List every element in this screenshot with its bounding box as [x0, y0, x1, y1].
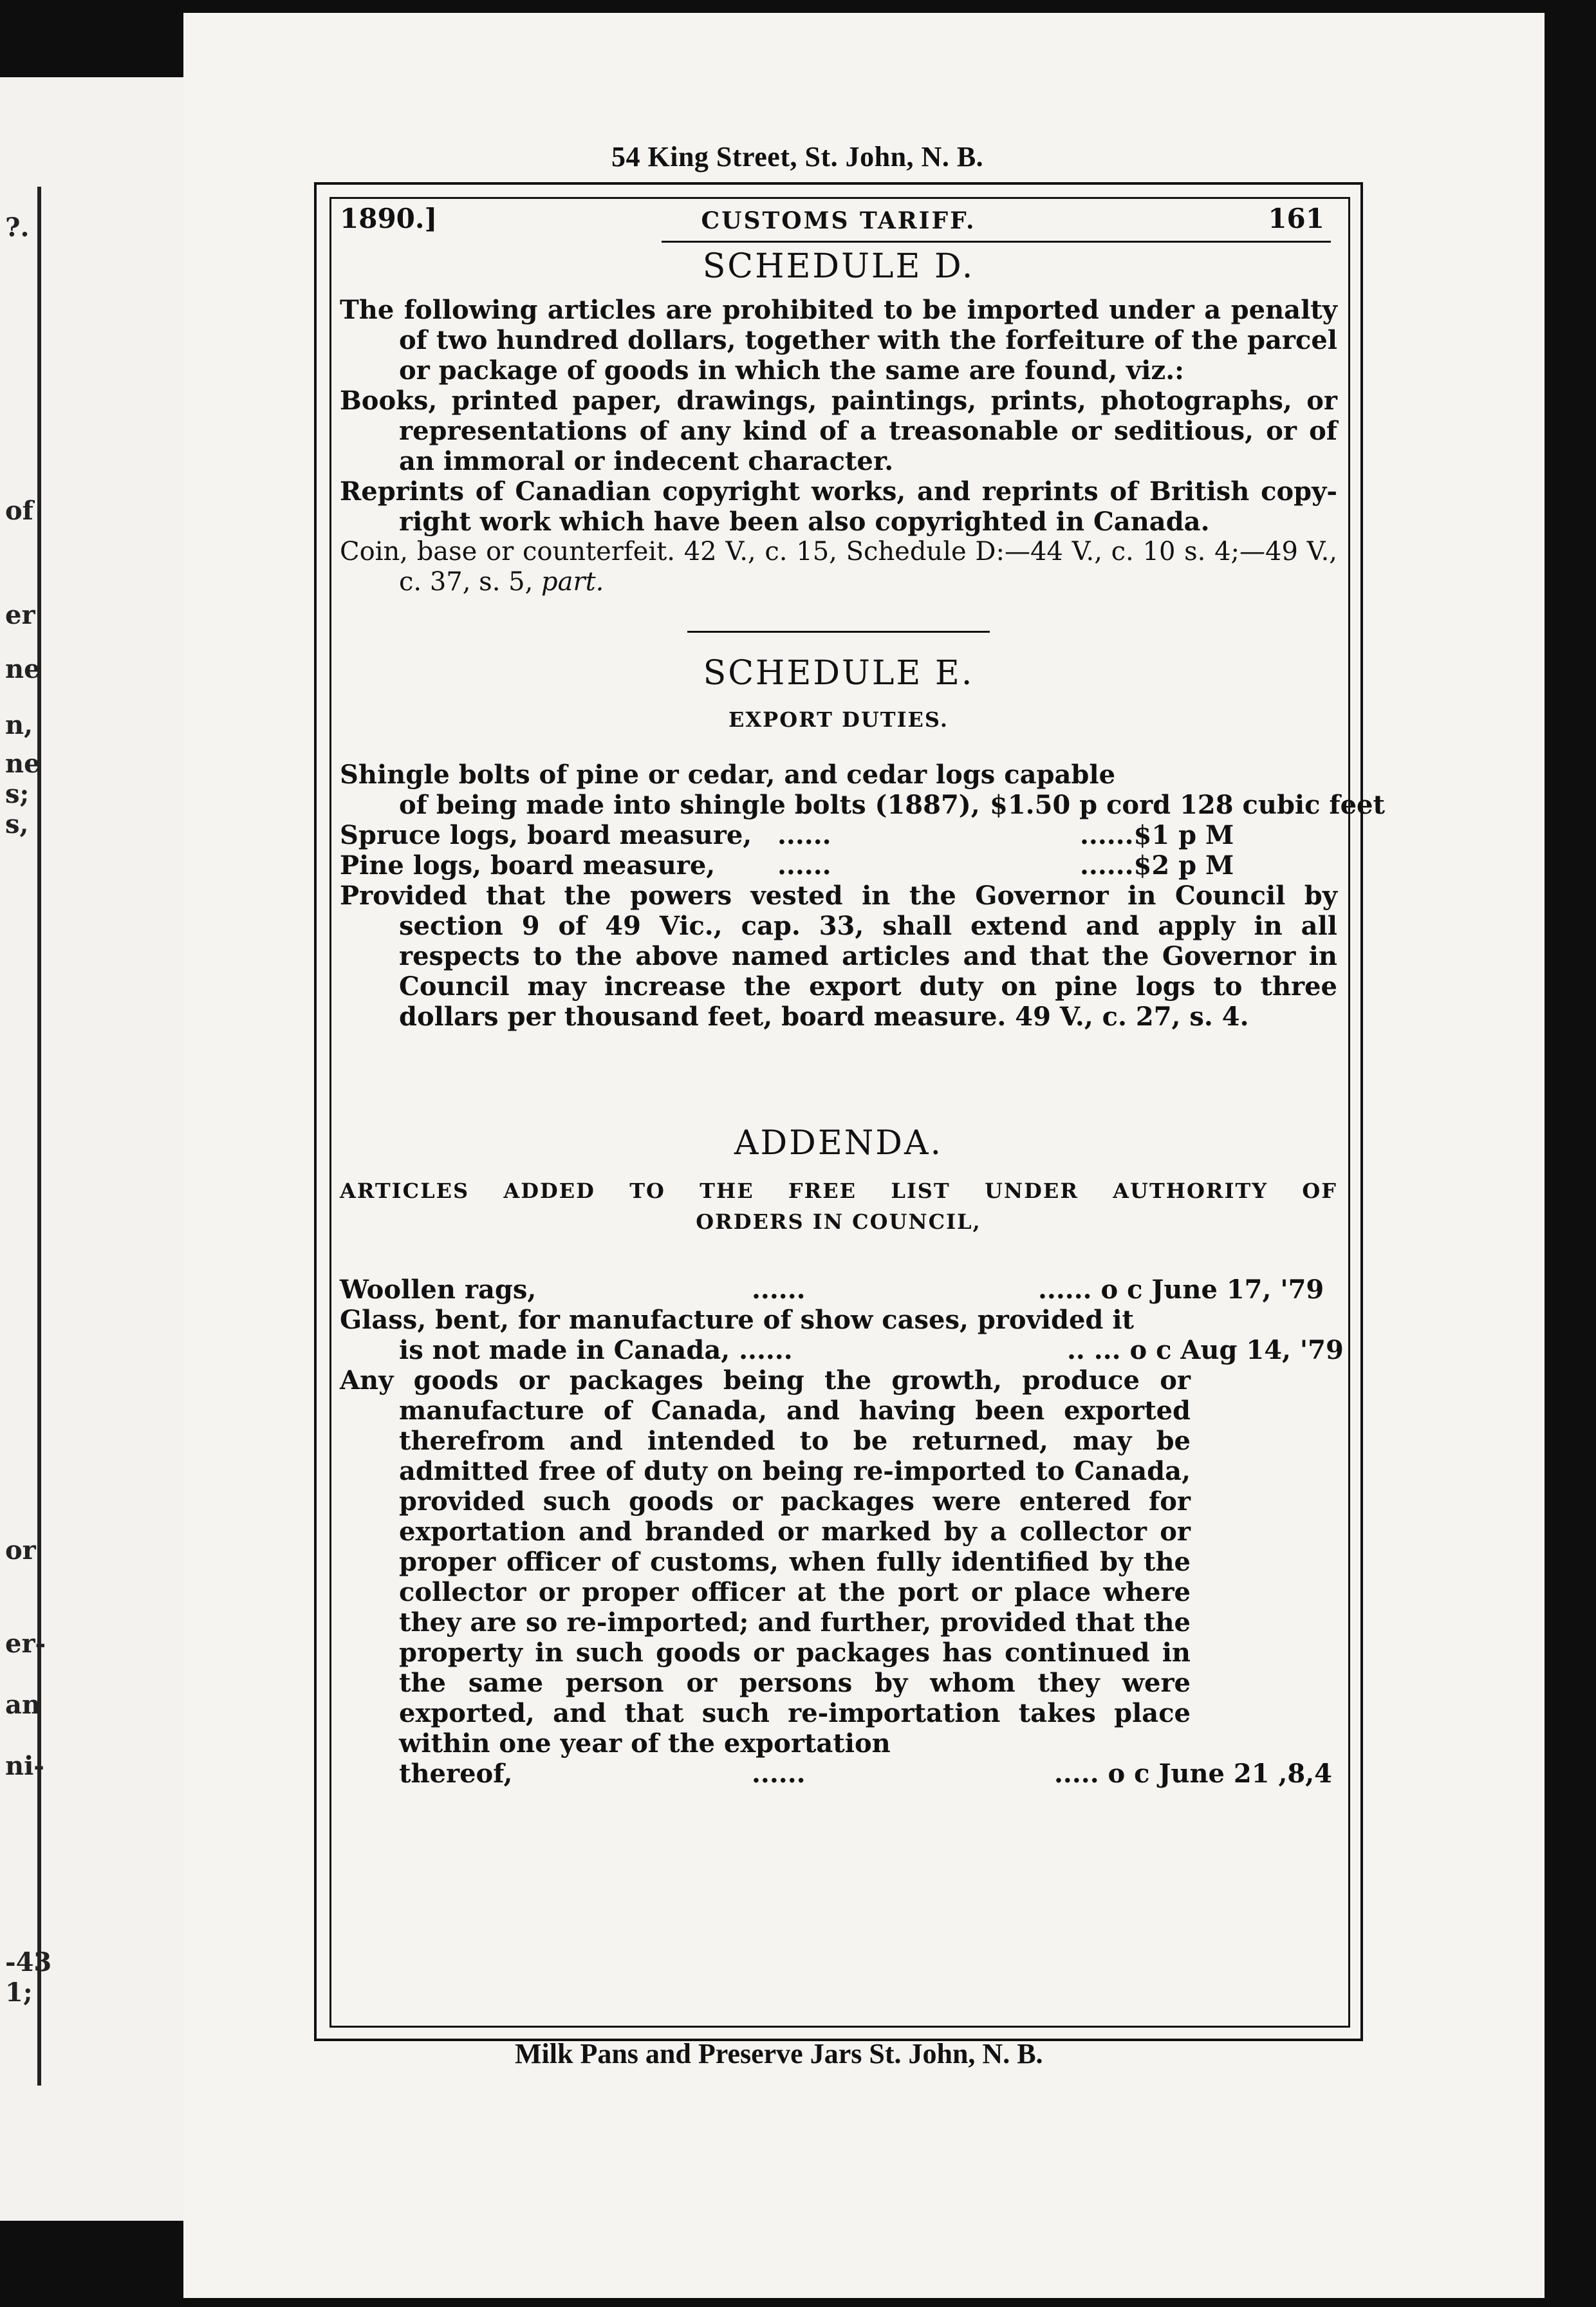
running-head-title: CUSTOMS TARIFF. [701, 207, 976, 234]
part-label: part. [541, 567, 604, 597]
page-content [340, 200, 1385, 1789]
export-proviso: Provided that the powers vested in the Governor in Council by section 9 of 49 Vic., cap. 33, shall extend and apply in all respects to the above named articles and that the Governor in Council may increase the export duty on pine logs to three dollars per thousand feet, board measure. 49 V., c. 27, s. 4. [340, 881, 1337, 1032]
schedule-d-item: Reprints of Canadian copyright works, and reprints of British copy-right work which have been also copyrighted in Canada. [340, 476, 1337, 537]
schedule-d-item: Books, printed paper, drawings, paintings, prints, photographs, or representations of any kind of a treasonable or seditious, or of an immoral or indecent character. [340, 386, 1337, 476]
left-page-fragment: 1; [5, 1977, 33, 2008]
left-page-fragment: an [5, 1690, 41, 1720]
addenda-subheading: ORDERS IN COUNCIL, [696, 1210, 981, 1234]
leader-dots: ...... [777, 850, 831, 881]
advertisement-footer: Milk Pans and Preserve Jars St. John, N. B. [515, 2038, 1043, 2069]
left-page-fragment: ni- [5, 1751, 44, 1781]
returned-goods-date: ..... o c June 21 ,8,4 [1054, 1759, 1333, 1789]
page-number: 161 [1268, 203, 1324, 234]
shingle-bolts-line [340, 760, 1337, 790]
returned-goods-line [340, 1759, 1337, 1789]
addenda-heading: ADDENDA. [734, 1124, 943, 1163]
woollen-rags-date: ...... o c June 17, '79 [1038, 1275, 1324, 1305]
left-facing-page [0, 77, 193, 2221]
returned-goods-text: thereof, [399, 1759, 513, 1789]
glass-date: .. ... o c Aug 14, '79 [1067, 1335, 1344, 1365]
left-page-fragment: ne [5, 654, 41, 684]
shingle-bolts-text: Shingle bolts of pine or cedar, and cedar logs capable [340, 760, 1116, 790]
schedule-e-heading: SCHEDULE E. [703, 654, 974, 693]
left-page-fragment: of [5, 496, 33, 526]
left-page-fragment: er [5, 600, 35, 630]
woollen-rags-text: Woollen rags, [340, 1275, 537, 1305]
pine-logs-rate: ......$2 p M [1080, 850, 1234, 881]
pine-logs-text: Pine logs, board measure, [340, 850, 716, 881]
leader-dots: ...... [752, 1759, 806, 1789]
schedule-d-intro: The following articles are prohibited to be imported under a penalty of two hundred dollars, together with the forfeiture of the parcel or package of goods in which the same are found, viz.: [340, 295, 1337, 386]
left-page-fragment: s; [5, 779, 30, 809]
left-page-fragment: er- [5, 1629, 46, 1659]
left-page-fragment: -43 [5, 1947, 52, 1977]
schedule-d-heading: SCHEDULE D. [702, 247, 975, 286]
glass-text: is not made in Canada, ...... [399, 1335, 793, 1365]
leader-dots: ...... [752, 1275, 806, 1305]
pine-logs-line [340, 850, 1337, 881]
schedule-d-item-text: Coin, base or counterfeit. 42 V., c. 15, Schedule D:—44 V., c. 10 s. 4;—49 V., c. 37, s. 5, [340, 537, 1337, 597]
shingle-bolts-text: of being made into shingle bolts (1887), [399, 790, 980, 820]
left-page-frame [0, 187, 41, 2086]
returned-goods-paragraph: Any goods or packages being the growth, produce or manufacture of Canada, and having been exported therefrom and intended to be returned, may be admitted free of duty on being re-imported to Canada, provided such goods or packages were entered for exportation and branded or marked by a collector or proper officer of customs, when fully identified by the collector or proper officer at the port or place where they are so re-imported; and further, provided that the property in such goods or packages has continued in the same person or persons by whom they were exported, and that such re-importation takes place within one year of the exportation [340, 1365, 1191, 1759]
addenda-subheading: ARTICLES ADDED TO THE FREE LIST UNDER AUTHORITY OF [340, 1179, 1337, 1203]
left-page-fragment: s, [5, 809, 29, 839]
running-head-rule [662, 241, 1331, 243]
left-page-fragment: ne [5, 749, 41, 779]
spruce-logs-line [340, 820, 1337, 850]
left-page-fragment: ?. [5, 212, 30, 243]
advertisement-header: 54 King Street, St. John, N. B. [611, 141, 984, 173]
schedule-d-item [340, 537, 1337, 597]
shingle-bolts-line [340, 790, 1385, 820]
left-page-fragment: or [5, 1535, 36, 1565]
glass-line [340, 1305, 1337, 1335]
spruce-logs-text: Spruce logs, board measure, [340, 820, 752, 850]
left-page-fragment: n, [5, 710, 33, 740]
glass-line [340, 1335, 1344, 1365]
running-head [340, 200, 1337, 238]
glass-text: Glass, bent, for manufacture of show cases, provided it [340, 1305, 1134, 1335]
shingle-bolts-rate: $1.50 p cord 128 cubic feet [990, 790, 1385, 820]
spruce-logs-rate: ......$1 p M [1080, 820, 1234, 850]
leader-dots: ...... [777, 820, 831, 850]
woollen-rags-line [340, 1275, 1337, 1305]
running-head-year: 1890.] [340, 203, 438, 234]
schedule-e-subheading: EXPORT DUTIES. [728, 707, 949, 732]
